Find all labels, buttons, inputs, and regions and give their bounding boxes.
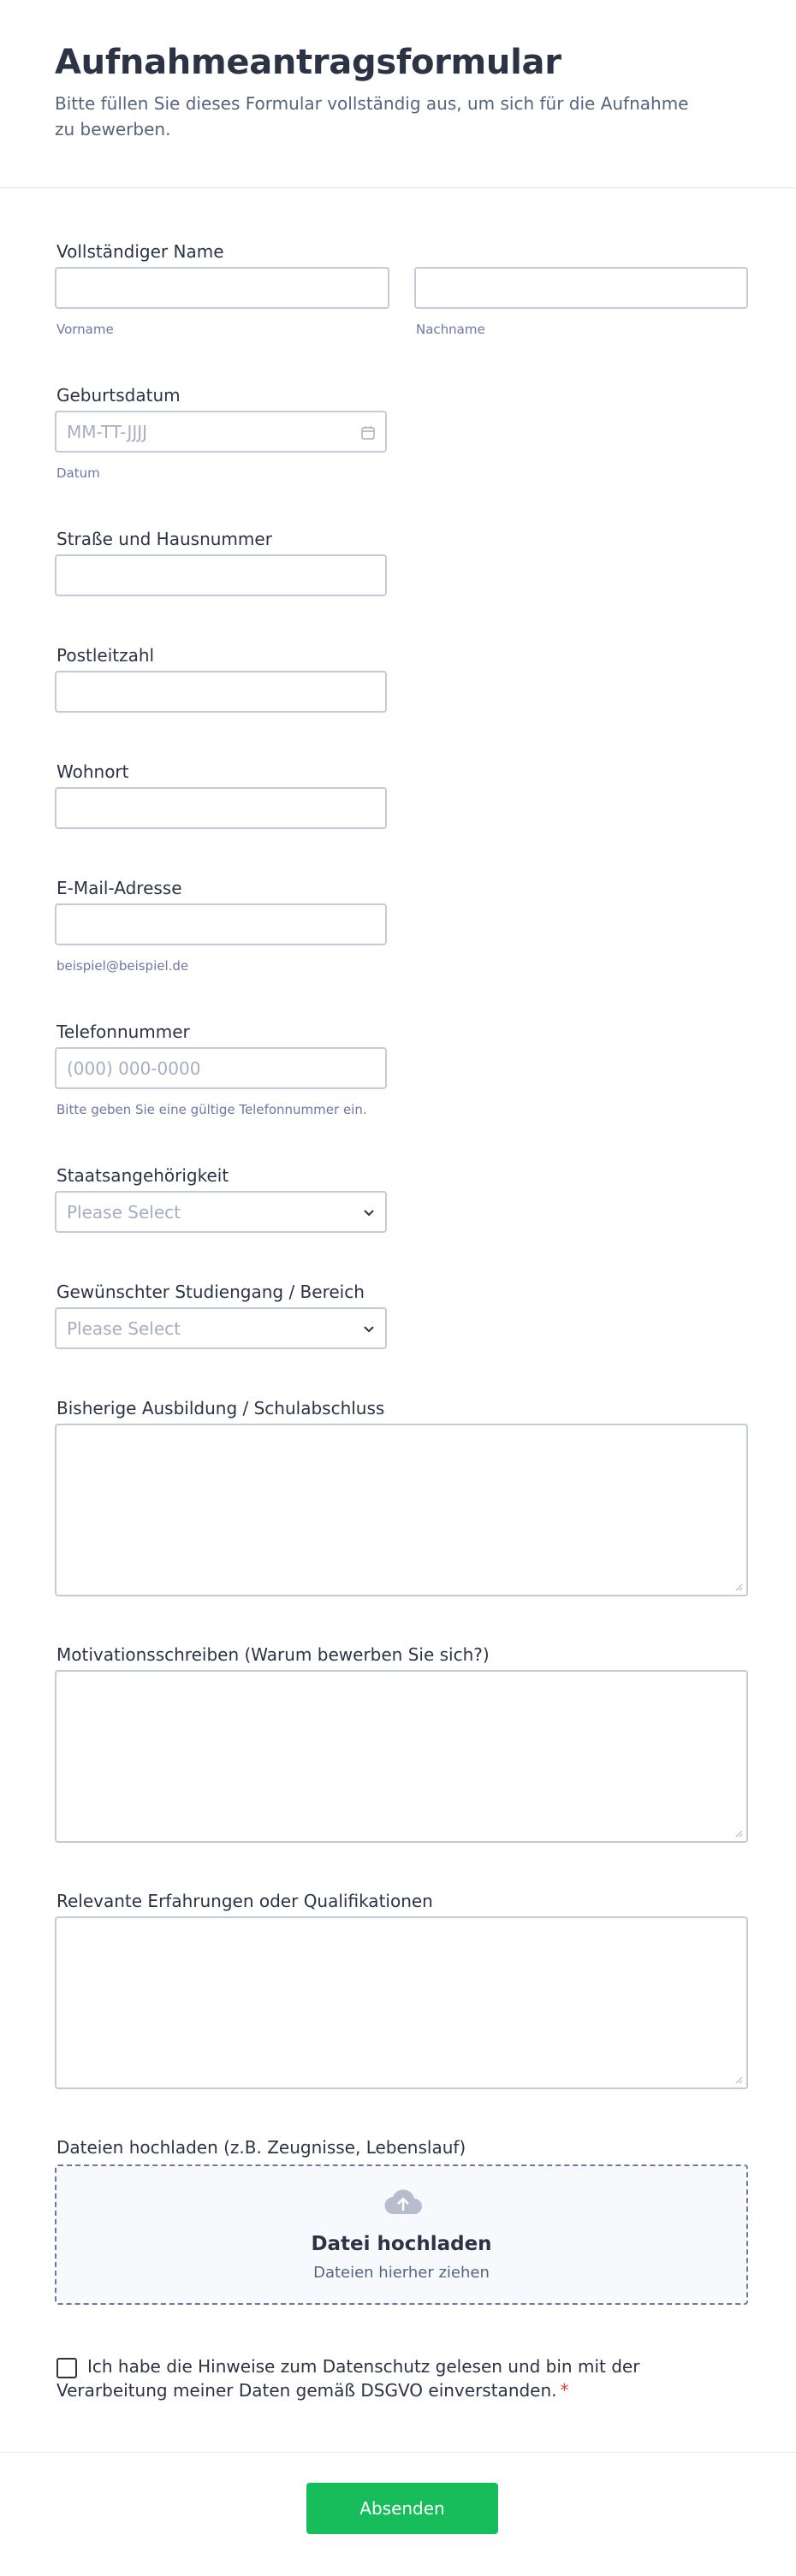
last-name-input[interactable] — [414, 267, 748, 309]
cloud-upload-icon — [382, 2185, 425, 2219]
birthdate-label: Geburtsdatum — [56, 385, 181, 406]
motivation-textarea[interactable] — [55, 1670, 748, 1843]
phone-input[interactable] — [55, 1047, 387, 1089]
last-name-sublabel: Nachname — [416, 322, 485, 337]
file-upload-dropzone[interactable] — [55, 2164, 748, 2305]
resize-handle-icon[interactable] — [734, 1829, 743, 1838]
program-label: Gewünschter Studiengang / Bereich — [56, 1282, 365, 1302]
consent-label — [56, 2354, 656, 2402]
nationality-label: Staatsangehörigkeit — [56, 1165, 229, 1186]
first-name-sublabel: Vorname — [56, 322, 114, 337]
consent-text: Ich habe die Hinweise zum Datenschutz gelesen und bin mit der Verarbeitung meiner Daten gemäß DSGVO einverstanden. — [56, 2356, 640, 2401]
email-sublabel: beispiel@beispiel.de — [56, 958, 189, 974]
experience-label: Relevante Erfahrungen oder Qualifikationen — [56, 1891, 433, 1911]
experience-textarea[interactable] — [55, 1916, 748, 2089]
form-subtitle: Bitte füllen Sie dieses Formular vollständig aus, um sich für die Aufnahme zu bewerben. — [55, 93, 689, 139]
upload-label: Dateien hochladen (z.B. Zeugnisse, Lebenslauf) — [56, 2137, 466, 2158]
form-header — [0, 0, 796, 188]
birthdate-input[interactable] — [55, 411, 387, 453]
postal-code-input[interactable] — [55, 671, 387, 713]
education-textarea[interactable] — [55, 1424, 748, 1596]
postal-code-label: Postleitzahl — [56, 645, 155, 666]
footer-divider — [0, 2452, 796, 2453]
program-selected: Please Select — [67, 1318, 181, 1339]
first-name-input[interactable] — [55, 267, 389, 309]
full-name-label: Vollständiger Name — [56, 241, 224, 262]
nationality-select[interactable] — [55, 1191, 387, 1233]
phone-label: Telefonnummer — [56, 1022, 190, 1042]
street-input[interactable] — [55, 554, 387, 596]
chevron-down-icon — [361, 1321, 377, 1336]
education-label: Bisherige Ausbildung / Schulabschluss — [56, 1398, 385, 1418]
nationality-selected: Please Select — [67, 1201, 181, 1223]
city-label: Wohnort — [56, 761, 129, 782]
phone-placeholder: (000) 000-0000 — [67, 1057, 201, 1079]
street-label: Straße und Hausnummer — [56, 529, 272, 549]
resize-handle-icon[interactable] — [734, 1583, 743, 1591]
submit-button[interactable]: Absenden — [306, 2483, 498, 2534]
program-select[interactable] — [55, 1307, 387, 1349]
email-input[interactable] — [55, 903, 387, 945]
required-mark: * — [560, 2380, 569, 2401]
birthdate-sublabel: Datum — [56, 465, 100, 481]
form-title: Aufnahmeantragsformular — [55, 43, 561, 82]
phone-sublabel: Bitte geben Sie eine gültige Telefonnummer ein. — [56, 1102, 367, 1117]
city-input[interactable] — [55, 787, 387, 829]
calendar-icon[interactable] — [359, 424, 377, 441]
birthdate-placeholder: MM-TT-JJJJ — [67, 421, 148, 442]
email-label: E-Mail-Adresse — [56, 878, 182, 898]
resize-handle-icon[interactable] — [734, 2076, 743, 2084]
motivation-label: Motivationsschreiben (Warum bewerben Sie sich?) — [56, 1644, 490, 1665]
chevron-down-icon — [361, 1205, 377, 1220]
upload-subtitle: Dateien hierher ziehen — [313, 2264, 490, 2282]
upload-title: Datei hochladen — [311, 2233, 492, 2255]
